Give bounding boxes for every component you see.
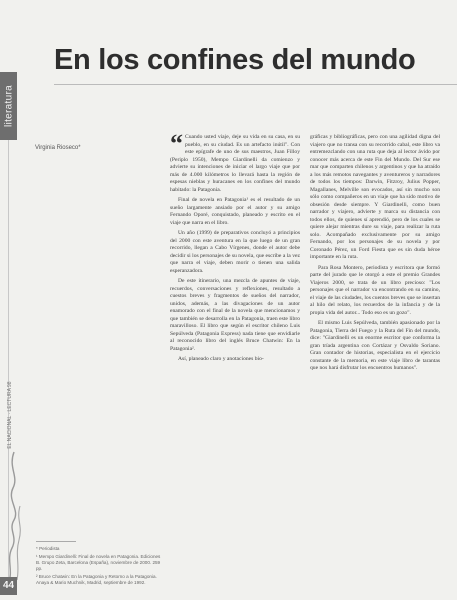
vertical-meta-label: EL NACIONAL · LECTURA 98 xyxy=(7,381,13,449)
paragraph: El mismo Luis Sepúlveda, también apasionado por la Patagonia, Tierra del Fuego y la Ruta del Fin del mundo, dice: "Giardinelli es un enorme escritor que conforma la gran tríada argentina con Cortázar y Osvaldo Soriano. Gran contador de historias, especialista en el ejercicio constante de la memoria, en este viaje libro de tarantas que nos hará disfrutar los encuentros humanos". xyxy=(310,320,440,371)
article-column-right xyxy=(310,134,440,376)
page-number: 44 xyxy=(0,577,17,595)
handwritten-annotation xyxy=(2,440,24,590)
paragraph: Para Rosa Montero, periodista y escritora que formó parte del jurado que le otorgó a este el premio Grandes Viajeros 2000, se trata de un libro precioso: "Los personajes que el narrador va encontrando en su camino, el viaje de las ciudades, los cuentos breves que se insertan al hilo del relato, los recuerdos de la infancia y de la propia vida del autor... Todo eso es un gozo". xyxy=(310,264,441,316)
section-label: literatura xyxy=(3,85,14,127)
paragraph-text: Cuando usted viaje, deje su vida en su casa, en su pueblo, en su ciudad. Es un artefacto inútil". Con este epígrafe de uno de sus maestros, Juan Filloy (Periplo 1950), Mempo Giardinelli da comienzo y advierte su intenciones de iniciar el largo viaje que por más de 4.000 kilómetros lo llevará hasta la región de espesas nieblas y huracanes en los confines del mundo habitado: la Patagonia. xyxy=(170,134,300,193)
opening-quote-icon: “ xyxy=(170,129,183,158)
author-byline: Virginia Rioseco* xyxy=(35,145,81,151)
paragraph: De este itinerario, una mezcla de apuntes de viaje, recuerdos, conversaciones y reflexiones, resultado a cuestos breves y fragmentos de sueños del narrador, unidos, además, a las divagaciones de un autor enamorado con el final de la novela que mencionamos y que también se desarrolla en la Patagonia, traen este libro maravilloso. El libro que según el escritor chileno Luis Sepúlveda (Patagonia Express) nada tiene que envidiarle al reconocido libro del inglés Bruce Chatwin: En la Patagonia². xyxy=(170,278,300,352)
paragraph: Así, planeado claro y anotaciones bio- xyxy=(178,356,264,362)
footnote: ² Bruce Chatwin: En la Patagonia y Retorno a la Patagonia. Anaya & Mario Muchnik, Madrid, septiembre de 1992. xyxy=(36,574,157,585)
article-title: En los confines del mundo xyxy=(54,44,416,76)
footnotes xyxy=(36,546,164,588)
section-tab xyxy=(0,72,17,140)
footnote: * Periodista xyxy=(36,546,60,551)
paragraph: Final de novela en Patagonia¹ es el resultado de un sueño largamente ansiado por el autor y su amigo Fernando Oporé, conquistado, planeado y escrito en el viaje que narra en el libro. xyxy=(170,197,300,226)
paragraph: gráficas y bibliográficas, pero con una agilidad digna del viajero que no transa con su recorrido cabal, este libro va entremezclando con una ruta que deja al lector ávido por conocer más acerca de este Fin del Mundo. Del Sur ese mar que comparten chilenos y argentinos y que ha atraído a los más remotos navegantes y aventureros y narradores de todos los tiempos: Darwin, Fitzroy, Julius Popper, Magallanes, Melville son evocados, así sin mucho son sólo como compañeros en un viaje que ha sido motivo de obsesión desde siempre. Y Giardinelli, como buen narrador y viajero, advierte y marca su distancia con todos ellos, de quienes sí aprendió, pero de los cuales se quiere alejar mientras dure su viaje, para realizar la ruta solo. Acompañado exclusivamente por su amigo Fernando, por los personajes de su novela y por Coronado Pérez, un Ford Fiesta que es sin duda héroe importante en la ruta. xyxy=(310,134,440,260)
title-divider xyxy=(54,84,457,85)
footnote-divider xyxy=(36,541,76,542)
paragraph xyxy=(170,129,300,194)
footnote: ¹ Mempo Giardinelli: Final de novela en Patagonia. Ediciones B. Grupo Zeta, Barcelona (España), noviembre de 2000. 259 pp. xyxy=(36,554,161,571)
article-column-left xyxy=(170,129,300,367)
paragraph: Un año (1999) de preparativos concluyó a principios del 2000 con este aventura en la que luego de un gran recorrido, llegan a Cabo Vírgenes, donde el autor debe decidir si los personajes de su novela, que escribe a la vez que narra el viaje, deben morir o tienen una salida esperanzadora. xyxy=(170,230,300,274)
